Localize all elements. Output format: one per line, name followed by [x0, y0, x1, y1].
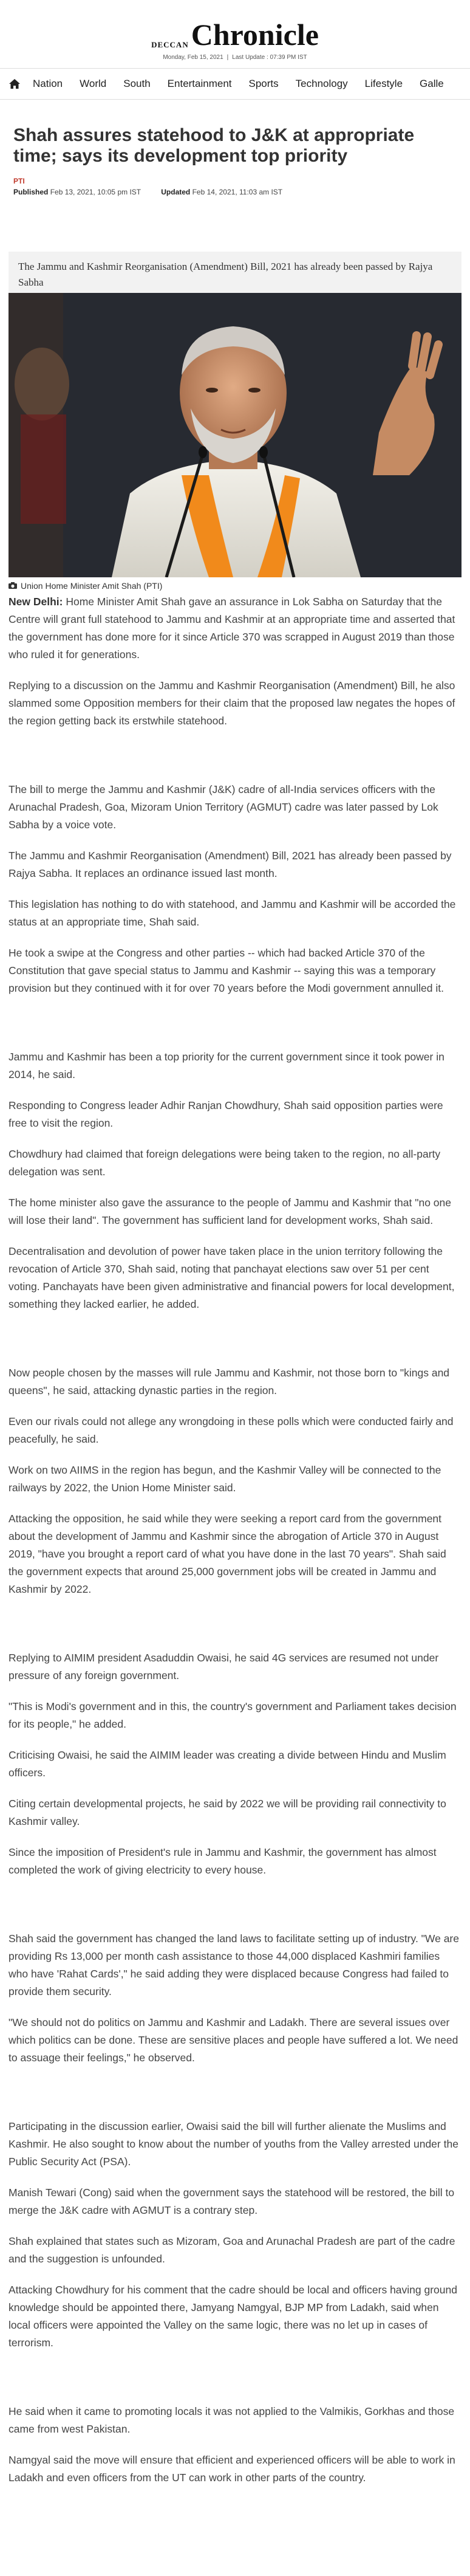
paragraph: Responding to Congress leader Adhir Ranjan Chowdhury, Shah said opposition parties were free to visit the region. — [9, 1099, 443, 1129]
article-dates — [13, 187, 457, 197]
paragraph: Manish Tewari (Cong) said when the government says the statehood will be restored, the bill to merge the J&K cadre with AGMUT is a contrary step. — [9, 2186, 455, 2216]
paragraph: Replying to AIMIM president Asaduddin Owaisi, he said 4G services are resumed not under pressure of any foreign government. — [9, 1652, 439, 1681]
paragraph: The home minister also gave the assurance to the people of Jammu and Kashmir that "no one will lose their land". The government has sufficient land for development works, Shah said. — [9, 1197, 451, 1226]
paragraph: He said when it came to promoting locals it was not applied to the Valmikis, Gorkhas and those came from west Pakistan. — [9, 2405, 455, 2435]
camera-icon — [9, 581, 17, 591]
paragraph: Citing certain developmental projects, he said by 2022 we will be providing rail connectivity to Kashmir valley. — [9, 1798, 446, 1827]
article-meta — [13, 176, 457, 197]
current-date: Monday, Feb 15, 2021 — [163, 54, 223, 61]
dateline-place: New Delhi: — [9, 596, 63, 608]
paragraph: Since the imposition of President's rule in Jammu and Kashmir, the government has almost completed the work of giving electricity to every house. — [9, 1846, 437, 1876]
nav-item-sports[interactable]: Sports — [248, 78, 279, 89]
paragraph: The bill to merge the Jammu and Kashmir (J&K) cadre of all-India services officers with the Arunachal Pradesh, Goa, Mizoram Union Territory (AGMUT) cadre was later passed by Lok Sabha by a voice vote. — [9, 783, 438, 831]
dateline: Monday, Feb 15, 2021 | Last Update : 07:39 PM IST — [163, 54, 307, 61]
updated-date: Feb 14, 2021, 11:03 am IST — [192, 188, 283, 196]
byline[interactable]: PTI — [13, 177, 25, 185]
paragraph: Replying to a discussion on the Jammu and Kashmir Reorganisation (Amendment) Bill, he also slammed some Opposition members for their claim that the proposed law negates the hopes of the region getting back its erstwhile statehood. — [9, 679, 455, 727]
site-logo[interactable] — [151, 18, 319, 52]
paragraph: Attacking the opposition, he said while they were seeking a report card from the government about the development of Jammu and Kashmir since the abrogation of Article 370 in August 2019, "have you brought a report card of what you have done in the last 70 years". Shah said the government expects that around 25,000 government jobs will be created in Jammu and Kashmir by 2022. — [9, 1513, 446, 1595]
logo-small-text: DECCAN — [151, 40, 189, 49]
last-update: Last Update : 07:39 PM IST — [232, 54, 307, 61]
paragraph: Shah said the government has changed the land laws to facilitate setting up of industry. "We are providing Rs 13,000 per month cash assistance to those 44,000 displaced Kashmiri families who have 'Rahat Cards'," he said adding they were displaced because Congress had failed to provide them security. — [9, 1932, 459, 1997]
nav-item-south[interactable]: South — [123, 78, 151, 89]
paragraph: Work on two AIIMS in the region has begun, and the Kashmir Valley will be connected to the railways by 2022, the Union Home Minister said. — [9, 1464, 441, 1494]
paragraph: Jammu and Kashmir has been a top priority for the current government since it took power in 2014, he said. — [9, 1051, 444, 1080]
paragraph: Now people chosen by the masses will rule Jammu and Kashmir, not those born to "kings and queens", he said, attacking dynastic parties in the region. — [9, 1367, 450, 1396]
nav-item-lifestyle[interactable]: Lifestyle — [364, 78, 403, 89]
paragraph: "We should not do politics on Jammu and Kashmir and Ladakh. There are several issues over which politics can be done. These are sensitive places and people have suffered a lot. We need to assuage their feelings," he observed. — [9, 2016, 458, 2064]
paragraph: This legislation has nothing to do with statehood, and Jammu and Kashmir will be accorded the status at an appropriate time, Shah said. — [9, 898, 456, 928]
article-summary: The Jammu and Kashmir Reorganisation (Amendment) Bill, 2021 has already been passed by Rajya Sabha — [9, 252, 461, 293]
paragraph: Chowdhury had claimed that foreign delegations were being taken to the region, no all-party delegation was sent. — [9, 1148, 441, 1178]
published-date: Feb 13, 2021, 10:05 pm IST — [50, 188, 141, 196]
nav-item-technology[interactable]: Technology — [295, 78, 348, 89]
paragraph: He took a swipe at the Congress and other parties -- which had backed Article 370 of the Constitution that gave special status to Jammu and Kashmir -- saying this was a temporary provision but they continued with it for over 70 years before the Modi government annulled it. — [9, 947, 444, 994]
nav-item-nation[interactable]: Nation — [33, 78, 63, 89]
article-body — [9, 593, 461, 2487]
paragraph: Criticising Owaisi, he said the AIMIM leader was creating a divide between Hindu and Muslim officers. — [9, 1749, 446, 1779]
paragraph: Participating in the discussion earlier, Owaisi said the bill will further alienate the Muslims and Kashmir. He also sought to know about the number of youths from the Valley arrested under the Public Security Act (PSA). — [9, 2120, 458, 2168]
lead-paragraph — [9, 593, 461, 664]
caption-text: Union Home Minister Amit Shah (PTI) — [21, 581, 163, 591]
lead-photo — [9, 293, 461, 577]
paragraph: Even our rivals could not allege any wrongdoing in these polls which were conducted fairly and peacefully, he said. — [9, 1415, 454, 1445]
photo-caption — [9, 581, 461, 591]
paragraph: Namgyal said the move will ensure that efficient and experienced officers will be able to work in Ladakh and even officers from the UT can work in other parts of the country. — [9, 2454, 455, 2484]
paragraph: "This is Modi's government and in this, the country's government and Parliament takes decision for its people," he added. — [9, 1700, 457, 1730]
paragraph: Decentralisation and devolution of power have taken place in the union territory following the revocation of Article 370, Shah said, noting that panchayat elections saw over 51 per cent voting. Panchayats have been given administrative and financial powers for local development, something they lacked earlier, he added. — [9, 1245, 455, 1310]
home-icon[interactable] — [9, 78, 22, 90]
published-label: Published — [13, 188, 49, 196]
paragraph: The Jammu and Kashmir Reorganisation (Amendment) Bill, 2021 has already been passed by Rajya Sabha. It replaces an ordinance issued last month. — [9, 850, 452, 879]
article-headline: Shah assures statehood to J&K at appropriate time; says its development top priority — [13, 125, 415, 166]
updated-label: Updated — [161, 188, 191, 196]
main-nav — [0, 68, 470, 100]
nav-item-gallery[interactable]: Galle — [420, 78, 444, 89]
lead-text: Home Minister Amit Shah gave an assurance in Lok Sabha on Saturday that the Centre will grant full statehood to Jammu and Kashmir at an appropriate time and asserted that the government has done more for it since Article 370 was scrapped in August 2019 than those who ruled it for generations. — [9, 596, 455, 661]
masthead — [0, 0, 470, 66]
paragraph: Shah explained that states such as Mizoram, Goa and Arunachal Pradesh are part of the cadre and the suggestion is unfounded. — [9, 2235, 455, 2265]
paragraph: Attacking Chowdhury for his comment that the cadre should be local and officers having ground knowledge should be appointed there, Jamyang Namgyal, BJP MP from Ladakh, said when local officers were appointed the Valley on the same logic, there was no let up in cases of terrorism. — [9, 2284, 457, 2349]
logo-big-text: Chronicle — [191, 18, 319, 52]
nav-item-entertainment[interactable]: Entertainment — [167, 78, 232, 89]
nav-item-world[interactable]: World — [80, 78, 107, 89]
